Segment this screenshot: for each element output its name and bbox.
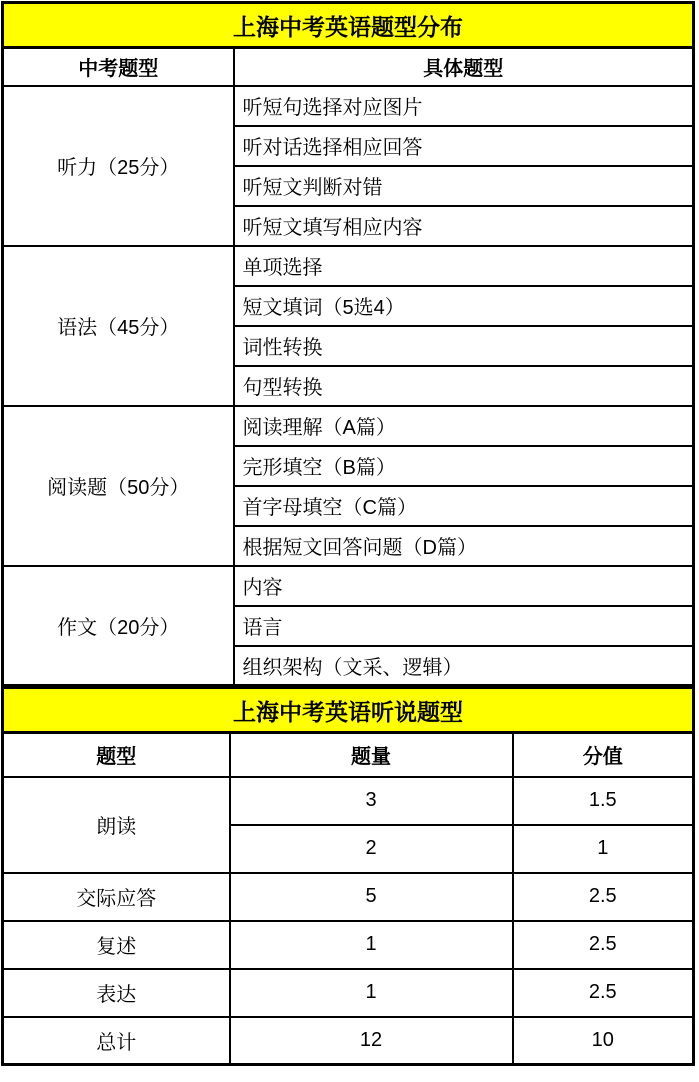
count-cell: 1 (230, 969, 513, 1017)
category-cell-reading: 阅读题（50分） (3, 406, 234, 566)
type-cell-expression: 表达 (3, 969, 230, 1017)
item-cell: 完形填空（B篇） (234, 446, 694, 486)
item-cell: 首字母填空（C篇） (234, 486, 694, 526)
table2-header-score: 分值 (513, 733, 694, 777)
type-cell-reading-aloud: 朗读 (3, 777, 230, 873)
listening-speaking-table (1, 687, 695, 1066)
item-cell: 听短句选择对应图片 (234, 86, 694, 126)
item-cell: 阅读理解（A篇） (234, 406, 694, 446)
count-cell: 5 (230, 873, 513, 921)
table1-title: 上海中考英语题型分布 (3, 3, 694, 48)
count-cell: 3 (230, 777, 513, 825)
score-cell: 1 (513, 825, 694, 873)
table1-header-exam-type: 中考题型 (3, 48, 234, 86)
type-cell-quick-response: 交际应答 (3, 873, 230, 921)
type-cell-total: 总计 (3, 1017, 230, 1065)
item-cell: 听短文填写相应内容 (234, 206, 694, 246)
item-cell: 单项选择 (234, 246, 694, 286)
score-cell: 2.5 (513, 969, 694, 1017)
item-cell: 根据短文回答问题（D篇） (234, 526, 694, 566)
table2-title: 上海中考英语听说题型 (3, 688, 694, 733)
item-cell: 听对话选择相应回答 (234, 126, 694, 166)
item-cell: 组织架构（文采、逻辑） (234, 646, 694, 686)
table2-header-type: 题型 (3, 733, 230, 777)
count-cell: 1 (230, 921, 513, 969)
table1-header-specific-type: 具体题型 (234, 48, 694, 86)
item-cell: 听短文判断对错 (234, 166, 694, 206)
item-cell: 词性转换 (234, 326, 694, 366)
item-cell: 句型转换 (234, 366, 694, 406)
score-cell: 10 (513, 1017, 694, 1065)
item-cell: 短文填词（5选4） (234, 286, 694, 326)
score-cell: 2.5 (513, 873, 694, 921)
category-cell-writing: 作文（20分） (3, 566, 234, 686)
count-cell: 12 (230, 1017, 513, 1065)
category-cell-listening: 听力（25分） (3, 86, 234, 246)
count-cell: 2 (230, 825, 513, 873)
table2-header-count: 题量 (230, 733, 513, 777)
item-cell: 语言 (234, 606, 694, 646)
score-cell: 2.5 (513, 921, 694, 969)
question-type-distribution-table (1, 1, 695, 687)
category-cell-grammar: 语法（45分） (3, 246, 234, 406)
score-cell: 1.5 (513, 777, 694, 825)
item-cell: 内容 (234, 566, 694, 606)
type-cell-retell: 复述 (3, 921, 230, 969)
